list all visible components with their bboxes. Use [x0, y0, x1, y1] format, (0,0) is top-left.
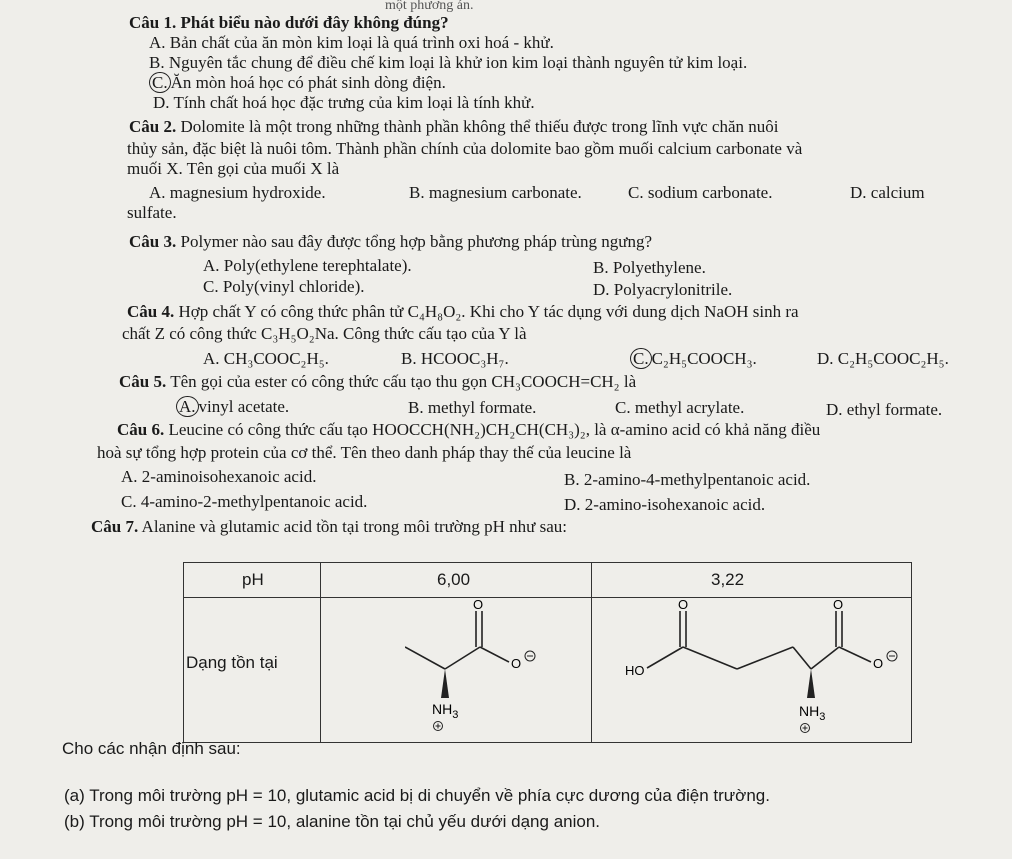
q2-option-c: C. sodium carbonate.: [628, 183, 773, 202]
q1-option-a: A. Bản chất của ăn mòn kim loại là quá trình oxi hoá - khử.: [149, 33, 554, 52]
question-1-title: Câu 1.: [129, 13, 177, 32]
question-7-title: Câu 7.: [91, 517, 139, 536]
q6-option-b: B. 2-amino-4-methylpentanoic acid.: [564, 470, 811, 489]
ph-header-label: pH: [184, 563, 321, 598]
q4-option-c: [634, 349, 757, 369]
wedge-bond: [807, 669, 815, 698]
ammonium-group: $NH_3$: [432, 701, 459, 721]
q1-option-b: B. Nguyên tắc chung để điều chế kim loại là khử ion kim loại thành nguyên tử kim loại.: [149, 53, 748, 72]
header-fragment: một phương án.: [385, 0, 474, 13]
question-5-title: Câu 5.: [119, 372, 167, 391]
q5-option-a: [180, 397, 289, 417]
carboxylate-oxygen: O: [511, 656, 522, 671]
q1-option-c: [153, 73, 446, 93]
question-4-line2: chất Z có công thức C₃H₅O₂Na. Công thức cấu tạo của Y là: [122, 324, 527, 343]
q5-answer-mark: A.: [176, 396, 199, 417]
ph-glutamic-value: 3,22: [592, 563, 912, 598]
q2-option-d: D. calcium: [850, 183, 925, 202]
q1-option-d: D. Tính chất hoá học đặc trưng của kim loại là tính khử.: [153, 93, 535, 112]
hydroxyl-group: HO: [625, 663, 645, 678]
question-5-stem: Tên gọi của ester có công thức cấu tạo thu gọn CH₃COOCH=CH₂ là: [170, 372, 637, 391]
question-6: [117, 420, 820, 440]
q6-option-d: D. 2-amino-isohexanoic acid.: [564, 495, 766, 514]
q4-answer-mark: C.: [630, 348, 652, 369]
wedge-bond: [441, 669, 449, 698]
q3-option-c: C. Poly(vinyl chloride).: [203, 277, 365, 296]
question-3-stem: Polymer nào sau đây được tổng hợp bằng phương pháp trùng ngưng?: [180, 232, 652, 251]
question-2: [129, 117, 779, 137]
q5-option-d: D. ethyl formate.: [826, 400, 943, 419]
glutamic-structure: [625, 595, 915, 735]
q4-option-c-text: C₂H₅COOCH₃.: [651, 349, 757, 368]
q2-option-a: A. magnesium hydroxide.: [149, 183, 326, 202]
question-7: [91, 517, 567, 537]
form-label: Dạng tồn tại: [184, 598, 321, 743]
question-1: [129, 13, 449, 33]
q6-option-a: A. 2-aminoisohexanoic acid.: [121, 467, 317, 486]
question-6-line2: hoà sự tổng hợp protein của cơ thể. Tên theo danh pháp thay thế của leucine là: [97, 443, 632, 462]
q2-option-b: B. magnesium carbonate.: [409, 183, 582, 202]
question-5: [119, 372, 636, 392]
alanine-structure: [405, 595, 575, 735]
question-3: [129, 232, 652, 252]
question-6-title: Câu 6.: [117, 420, 165, 439]
question-1-stem: Phát biểu nào dưới đây không đúng?: [180, 13, 449, 32]
question-6-line1: Leucine có công thức cấu tạo HOOCCH(NH₂)CH₂CH(CH₃)₂, là α-amino acid có khả năng điều: [168, 420, 821, 439]
q5-option-c: C. methyl acrylate.: [615, 398, 745, 417]
glu-carbonyl-oxygen-2: O: [833, 597, 844, 612]
question-7-intro: Cho các nhận định sau:: [62, 739, 241, 758]
question-2-line2: thủy sản, đặc biệt là nuôi tôm. Thành phần chính của dolomite bao gồm muối calcium carbonate và: [127, 139, 803, 158]
question-3-title: Câu 3.: [129, 232, 177, 251]
statement-b: (b) Trong môi trường pH = 10, alanine tồn tại chủ yếu dưới dạng anion.: [64, 812, 601, 831]
q5-option-a-text: vinyl acetate.: [198, 397, 290, 416]
ph-alanine-value: 6,00: [321, 563, 592, 598]
carbonyl-oxygen: O: [473, 597, 484, 612]
statement-a: (a) Trong môi trường pH = 10, glutamic acid bị di chuyển về phía cực dương của điện trường.: [64, 786, 770, 805]
q3-option-b: B. Polyethylene.: [593, 258, 706, 277]
q5-option-b: B. methyl formate.: [408, 398, 537, 417]
q2-option-d-cont: sulfate.: [127, 203, 177, 222]
question-2-line3: muối X. Tên gọi của muối X là: [127, 159, 340, 178]
glu-ammonium-group: $NH_3$: [799, 703, 826, 723]
question-2-title: Câu 2.: [129, 117, 177, 136]
q1-option-c-text: Ăn mòn hoá học có phát sinh dòng điện.: [170, 73, 446, 92]
question-4: [127, 302, 799, 322]
q3-option-d: D. Polyacrylonitrile.: [593, 280, 733, 299]
q4-option-b: B. HCOOC₃H₇.: [401, 349, 509, 368]
question-4-line1: Hợp chất Y có công thức phân tử C₄H₈O₂. Khi cho Y tác dụng với dung dịch NaOH sinh ra: [178, 302, 799, 321]
q3-option-a: A. Poly(ethylene terephtalate).: [203, 256, 412, 275]
q4-option-a: A. CH₃COOC₂H₅.: [203, 349, 329, 368]
q6-option-c: C. 4-amino-2-methylpentanoic acid.: [121, 492, 368, 511]
question-2-line1: Dolomite là một trong những thành phần không thể thiếu được trong lĩnh vực chăn nuôi: [180, 117, 779, 136]
q1-answer-mark: C.: [149, 72, 171, 93]
glu-carboxylate-oxygen: O: [873, 656, 884, 671]
q4-option-d: D. C₂H₅COOC₂H₅.: [817, 349, 949, 368]
glu-carbonyl-oxygen-1: O: [678, 597, 689, 612]
question-4-title: Câu 4.: [127, 302, 175, 321]
question-7-stem: Alanine và glutamic acid tồn tại trong môi trường pH như sau:: [141, 517, 567, 536]
